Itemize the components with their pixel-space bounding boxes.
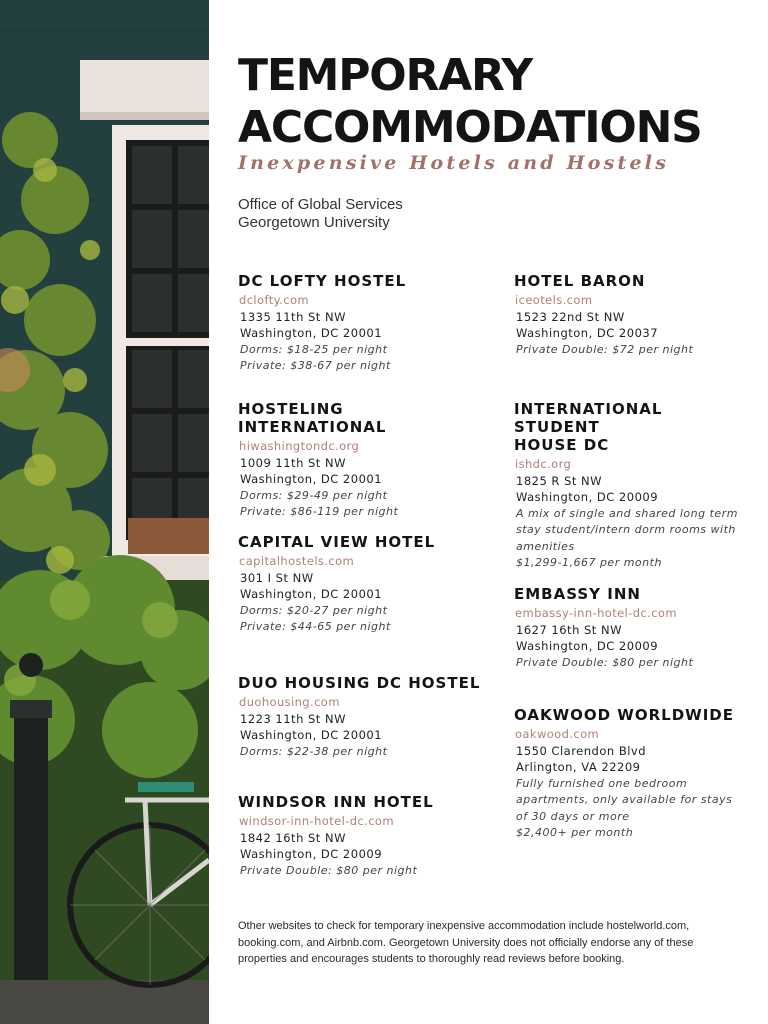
footer-note: Other websites to check for temporary inexpensive accommodation include hostelworld.com, booking.com, and Airbnb.com. Georgetown University does not officially endorse any of these properties and encourages students to thoroughly read reviews before booking. <box>238 920 694 965</box>
listing-name: EMBASSY INN <box>514 585 641 603</box>
listing-price: $1,299-1,667 per month <box>516 556 662 569</box>
listing-name-line-1: INTERNATIONAL STUDENT <box>514 400 663 436</box>
title-line-2: ACCOMMODATIONS <box>238 102 702 153</box>
listing-street: 1842 16th St NW <box>240 830 346 845</box>
listing-duo-housing-dc-hostel <box>238 674 498 760</box>
listing-street: 1335 11th St NW <box>240 309 346 324</box>
listing-url[interactable]: capitalhostels.com <box>239 554 355 568</box>
listing-price: Private: $86-119 per night <box>240 505 399 518</box>
office-name: Office of Global Services <box>238 196 403 213</box>
listing-name: WINDSOR INN HOTEL <box>238 793 434 811</box>
listing-price: Private Double: $72 per night <box>516 342 694 356</box>
listing-international-student-house <box>514 400 754 572</box>
listing-url[interactable]: duohousing.com <box>239 695 340 709</box>
listing-description: A mix of single and shared long term stay student/intern dorm rooms with amenities <box>516 506 738 553</box>
listing-name: HOSTELING INTERNATIONAL <box>238 400 387 436</box>
listing-city: Washington, DC 20001 <box>240 472 383 486</box>
listing-url[interactable]: hiwashingtondc.org <box>239 439 360 453</box>
listing-name: DC LOFTY HOSTEL <box>238 272 407 290</box>
listing-city: Washington, DC 20009 <box>240 847 383 861</box>
listing-embassy-inn <box>514 585 764 671</box>
listing-name: DUO HOUSING DC HOSTEL <box>238 674 481 692</box>
listing-price: Dorms: $18-25 per night <box>240 342 388 356</box>
listing-street: 1223 11th St NW <box>240 711 346 726</box>
listing-city: Arlington, VA 22209 <box>516 760 641 774</box>
listing-url[interactable]: iceotels.com <box>515 293 593 307</box>
listing-url[interactable]: oakwood.com <box>515 727 600 741</box>
office-block <box>238 196 403 232</box>
listing-url[interactable]: ishdc.org <box>515 457 572 471</box>
listing-price: Private: $38-67 per night <box>240 359 391 372</box>
listing-city: Washington, DC 20001 <box>240 587 383 601</box>
listing-price: $2,400+ per month <box>516 826 634 839</box>
listing-capital-view-hotel <box>238 533 488 636</box>
listing-dc-lofty-hostel <box>238 272 488 375</box>
listing-street: 1523 22nd St NW <box>516 309 625 324</box>
listing-price: Dorms: $20-27 per night <box>240 603 388 617</box>
university-name: Georgetown University <box>238 214 390 231</box>
listing-city: Washington, DC 20037 <box>516 326 659 340</box>
listing-windsor-inn-hotel <box>238 793 488 879</box>
listing-url[interactable]: embassy-inn-hotel-dc.com <box>515 606 677 620</box>
listing-city: Washington, DC 20009 <box>516 639 659 653</box>
page-title <box>238 50 702 154</box>
listing-street: 1825 R St NW <box>516 473 603 488</box>
listing-hotel-baron <box>514 272 764 358</box>
listing-url[interactable]: windsor-inn-hotel-dc.com <box>239 814 394 828</box>
listing-oakwood-worldwide <box>514 706 754 842</box>
listing-price: Private: $44-65 per night <box>240 620 391 633</box>
subtitle: Inexpensive Hotels and Hostels <box>238 152 670 174</box>
listing-street: 1550 Clarendon Blvd <box>516 743 647 758</box>
listing-name: OAKWOOD WORLDWIDE <box>514 706 734 724</box>
listing-price: Private Double: $80 per night <box>240 863 418 877</box>
listing-city: Washington, DC 20001 <box>240 728 383 742</box>
listing-street: 1009 11th St NW <box>240 455 346 470</box>
listing-url[interactable]: dclofty.com <box>239 293 309 307</box>
listing-name: HOTEL BARON <box>514 272 646 290</box>
listing-price: Dorms: $22-38 per night <box>240 744 388 758</box>
listing-price: Private Double: $80 per night <box>516 655 694 669</box>
listing-hosteling-international <box>238 400 498 521</box>
title-line-1: TEMPORARY <box>238 50 532 101</box>
listing-name-line-2: HOUSE DC <box>514 436 610 454</box>
listing-city: Washington, DC 20009 <box>516 490 659 504</box>
cover-photo <box>0 0 209 1024</box>
listing-city: Washington, DC 20001 <box>240 326 383 340</box>
listing-street: 301 I St NW <box>240 570 314 585</box>
listing-name <box>514 400 754 454</box>
listing-name: CAPITAL VIEW HOTEL <box>238 533 436 551</box>
listing-street: 1627 16th St NW <box>516 622 622 637</box>
listing-description: Fully furnished one bedroom apartments, only available for stays of 30 days or more <box>516 776 733 823</box>
listing-price: Dorms: $29-49 per night <box>240 488 388 502</box>
